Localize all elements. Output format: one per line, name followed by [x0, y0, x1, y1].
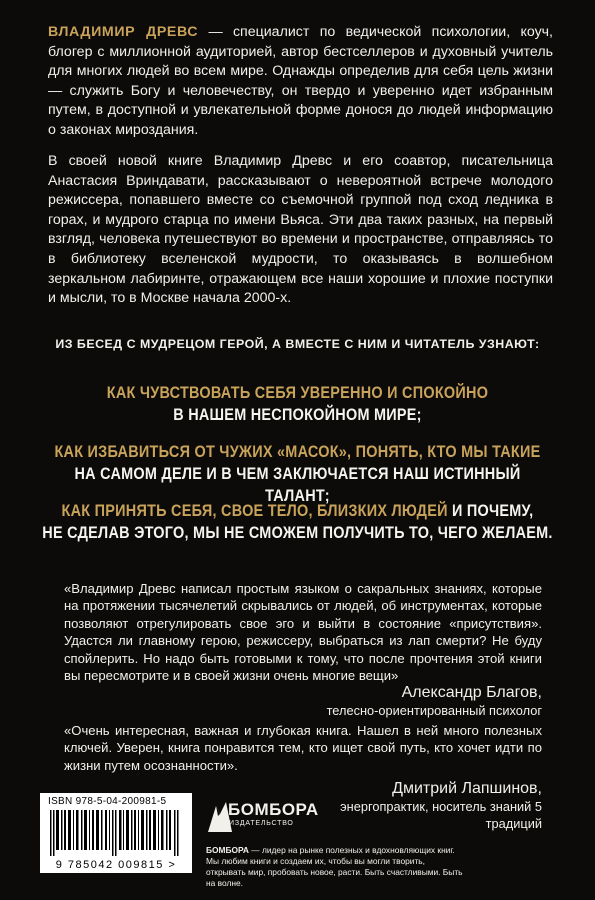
learn-point-1-white: В НАШЕМ НЕСПОКОЙНОМ МИРЕ; — [173, 405, 422, 424]
publisher-logo-sub: ИЗДАТЕЛЬСТВО — [229, 820, 294, 827]
reviewer-2-name: Дмитрий Лапшинов, — [392, 780, 542, 797]
reviewer-2-role: энергопрактик, носитель знаний 5 традиций — [340, 799, 542, 831]
learn-intro-heading: ИЗ БЕСЕД С МУДРЕЦОМ ГЕРОЙ, А ВМЕСТЕ С НИМ И ЧИТАТЕЛЬ УЗНАЮТ: — [55, 337, 540, 351]
learn-point-1-gold: КАК ЧУВСТВОВАТЬ СЕБЯ УВЕРЕННО И СПОКОЙНО — [106, 383, 489, 402]
author-name: ВЛАДИМИР ДРЕВС — [48, 24, 199, 40]
learn-point-2-gold: КАК ИЗБАВИТЬСЯ ОТ ЧУЖИХ «МАСОК», ПОНЯТЬ, КТО МЫ ТАКИЕ — [54, 442, 541, 461]
publisher-note-lead: БОМБОРА — [206, 845, 249, 855]
author-bio-paragraph — [48, 23, 553, 141]
publisher-note-text: — лидер на рынке полезных и вдохновляющих книг. Мы любим книги и создаем их, чтобы вы могли творить, открывать мир, пробовать новое, расти. Быть счастливыми. Быть на волне. — [206, 845, 463, 888]
learn-point-2 — [42, 441, 554, 507]
publisher-note — [206, 845, 466, 889]
learn-point-3 — [42, 500, 554, 544]
reviewer-1-name: Александр Благов, — [401, 684, 542, 701]
isbn-text: ISBN 978-5-04-200981-5 — [48, 796, 167, 807]
review-quote-2: «Очень интересная, важная и глубокая книга. Нашел в ней много полезных ключей. Уверен, книга понравится тем, кто ищет свой путь, кто хочет идти по жизни путем осознанности». — [64, 723, 542, 773]
learn-point-3-white-inline: И ПОЧЕМУ, — [447, 501, 534, 520]
author-bio-text: — специалист по ведической психологии, коуч, блогер с миллионной аудиторией, автор бестселлеров и духовный учитель для многих людей во всем мире. Однажды определив для себя цель жизни — служить Богу и человечеству, он твердо и уверенно идет избранным путем, в доступной и увлекательной форме донося до людей информацию о законах мироздания. — [48, 24, 553, 138]
isbn-barcode — [40, 793, 192, 873]
learn-point-2-white: НА САМОМ ДЕЛЕ И В ЧЕМ ЗАКЛЮЧАЕТСЯ НАШ ИСТИННЫЙ ТАЛАНТ; — [74, 464, 521, 505]
publisher-logo-name: БОМБОРА — [228, 800, 319, 819]
review-quote-1: «Владимир Древс написал простым языком о сакральных знаниях, которые на протяжении тысячелетий скрывались от людей, об инструментах, которые позволяют отрегулировать свое эго и выйти в состояние «присутствия». Удастся ли главному герою, режиссеру, выбраться из лап смерти? Не буду спойлерить. Но надо быть готовыми к тому, что после прочтения этой книги вы пересмотрите и в своей жизни очень многие вещи» — [64, 581, 542, 684]
barcode-number: 9 785042 009815 > — [55, 859, 177, 871]
learn-point-1 — [42, 382, 554, 426]
learn-point-3-gold: КАК ПРИНЯТЬ СЕБЯ, СВОЕ ТЕЛО, БЛИЗКИХ ЛЮДЕЙ — [61, 501, 448, 520]
barcode-bars — [48, 810, 184, 856]
learn-point-3-white: НЕ СДЕЛАВ ЭТОГО, МЫ НЕ СМОЖЕМ ПОЛУЧИТЬ ТО, ЧЕГО ЖЕЛАЕМ. — [42, 523, 553, 542]
reviewer-1-role: телесно-ориентированный психолог — [326, 703, 542, 718]
book-description-paragraph: В своей новой книге Владимир Древс и его соавтор, писательница Анастасия Вриндавати, рассказывают о невероятной встрече молодого режиссера, попавшего вместе со съемочной группой под сход ледника в горах, и мудрого старца по имени Вьяса. Эти два таких разных, на первый взгляд, человека путешествуют во времени и пространстве, отправляясь то в библиотеку вселенской мудрости, то оказываясь в волшебном зеркальном лабиринте, отражающем все наши хорошие и плохие поступки и мысли, то в Москве начала 2000-х. — [48, 153, 553, 307]
review-1-signature — [282, 683, 542, 720]
